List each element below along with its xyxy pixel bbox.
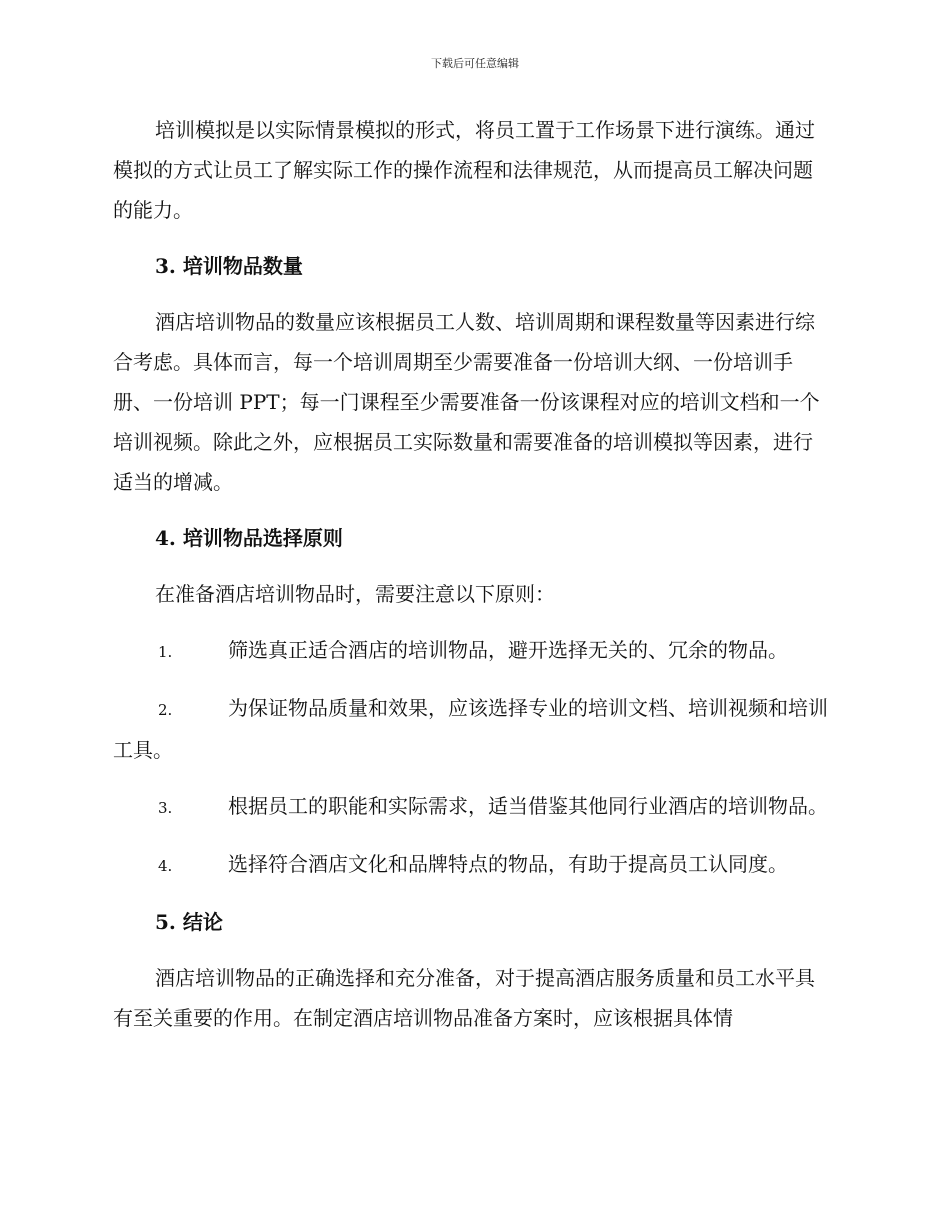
section-5-paragraph: 酒店培训物品的正确选择和充分准备，对于提高酒店服务质量和员工水平具有至关重要的作用。在制定酒店培训物品准备方案时，应该根据具体情 [113,966,815,1030]
section-5-heading: 5. 结论 [155,910,223,934]
document-body [113,110,831,1038]
principle-list-item [113,786,831,828]
list-item-text: 选择符合酒店文化和品牌特点的物品，有助于提高员工认同度。 [228,852,788,876]
list-item-text: 筛选真正适合酒店的培训物品，避开选择无关的、冗余的物品。 [228,638,788,662]
list-number: 3. [158,799,173,817]
list-number: 4. [158,857,173,875]
section-3-paragraph: 酒店培训物品的数量应该根据员工人数、培训周期和课程数量等因素进行综合考虑。具体而言，每一个培训周期至少需要准备一份培训大纲、一份培训手册、一份培训 PPT；每一门课程至少需要准备一份该课程对应的培训文档和一个培训视频。除此之外，应根据员工实际数量和需要准备的培训模拟等因素，进行适当的增减。 [113,310,820,494]
list-item-text: 根据员工的职能和实际需求，适当借鉴其他同行业酒店的培训物品。 [228,794,828,818]
section-3-heading: 3. 培训物品数量 [155,254,303,278]
list-number: 2. [158,701,173,719]
principle-list-item [113,844,831,886]
section-4-lead: 在准备酒店培训物品时，需要注意以下原则： [155,582,555,606]
section-4-heading: 4. 培训物品选择原则 [155,526,343,550]
principle-list-item [113,688,831,770]
principle-list-item [113,630,831,672]
intro-paragraph: 培训模拟是以实际情景模拟的形式，将员工置于工作场景下进行演练。通过模拟的方式让员工了解实际工作的操作流程和法律规范，从而提高员工解决问题的能力。 [113,118,815,222]
list-item-text: 为保证物品质量和效果，应该选择专业的培训文档、培训视频和培训工具。 [113,696,828,762]
page-header: 下载后可任意编辑 [431,57,519,70]
list-number: 1. [158,643,173,661]
